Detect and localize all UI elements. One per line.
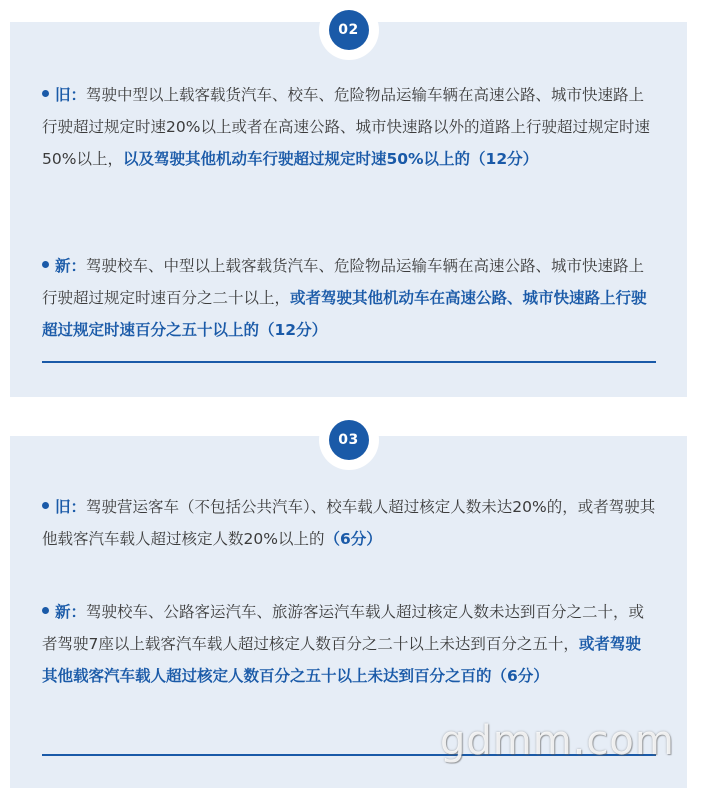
- new-rule-highlight: 或者驾驶其他机动车在高速公路、城市快速路上行驶超过规定时速百分之五十以上的（12分）: [42, 289, 647, 339]
- bullet-dot-icon: [42, 90, 49, 97]
- bullet-dot-icon: [42, 261, 49, 268]
- section-number-badge: 02: [329, 10, 369, 50]
- new-rule-text: 驾驶校车、中型以上载客载货汽车、危险物品运输车辆在高速公路、城市快速路上行驶超过规定时速百分之二十以上，: [42, 257, 645, 307]
- old-rule-paragraph: [42, 79, 656, 175]
- section-badge-ring: [319, 410, 379, 470]
- rule-card-02: [10, 22, 687, 397]
- old-rule-paragraph: [42, 491, 656, 555]
- old-rule-text: 驾驶中型以上载客载货汽车、校车、危险物品运输车辆在高速公路、城市快速路上行驶超过规定时速20%以上或者在高速公路、城市快速路以外的道路上行驶超过规定时速50%以上，: [42, 86, 650, 168]
- bullet-dot-icon: [42, 607, 49, 614]
- old-label: 旧：: [55, 498, 87, 516]
- new-rule-highlight: 或者驾驶其他载客汽车载人超过核定人数百分之五十以上未达到百分之百的（6分）: [42, 635, 641, 685]
- old-label: 旧：: [55, 86, 87, 104]
- new-label: 新：: [55, 257, 87, 275]
- section-badge-ring: [319, 0, 379, 60]
- old-rule-highlight: 以及驾驶其他机动车行驶超过规定时速50%以上的（12分）: [122, 150, 539, 168]
- new-rule-text: 驾驶校车、公路客运汽车、旅游客运汽车载人超过核定人数未达到百分之二十，或者驾驶7座以上载客汽车载人超过核定人数百分之二十以上未达到百分之五十，: [42, 603, 645, 653]
- section-divider: [42, 361, 656, 363]
- bullet-dot-icon: [42, 502, 49, 509]
- watermark-logo: gdmm.com: [440, 718, 675, 764]
- new-rule-paragraph: [42, 250, 656, 346]
- old-rule-highlight: （6分）: [324, 530, 382, 548]
- section-number-badge: 03: [329, 420, 369, 460]
- old-rule-text: 驾驶营运客车（不包括公共汽车）、校车载人超过核定人数未达20%的，或者驾驶其他载客汽车载人超过核定人数20%以上的: [42, 498, 656, 548]
- new-label: 新：: [55, 603, 87, 621]
- new-rule-paragraph: [42, 596, 656, 692]
